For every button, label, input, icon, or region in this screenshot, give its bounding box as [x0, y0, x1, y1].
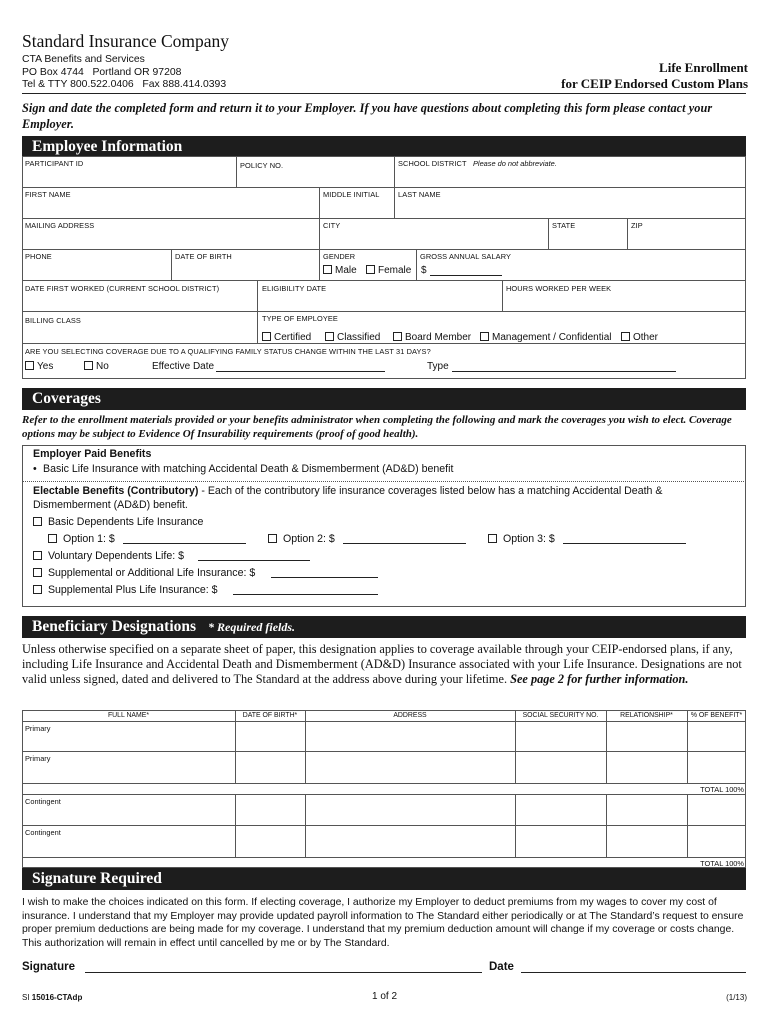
hours-per-week-label: HOURS WORKED PER WEEK: [506, 284, 612, 293]
last-name-label: LAST NAME: [398, 190, 441, 199]
contingent-row-1-label: Contingent: [25, 797, 61, 806]
form-code-number: 15016-CTAdp: [31, 993, 83, 1002]
mailing-address-label: MAILING ADDRESS: [25, 221, 95, 230]
col-ssn: SOCIAL SECURITY NO.: [522, 712, 599, 719]
header-rule: [22, 93, 746, 94]
required-fields-note: * Required fields.: [208, 620, 296, 634]
signature-authorization-text: I wish to make the choices indicated on this form. If electing coverage, I authorize my Employer to deduct premiums from my wages to cover my cost of insurance. I understand that my Employer may provide updated payroll information to The Standard either periodically or at The Standard’s request to ensure proper premium deductions are being made for my coverage. I understand that my premium deduction amount will change if my coverage or costs change. This authorization will remain in effect until cancelled by me or by The Standard.: [22, 897, 744, 949]
form-code-prefix: SI: [22, 993, 30, 1002]
no-checkbox[interactable]: [84, 361, 93, 370]
employee-information-header: Employee Information: [22, 136, 746, 158]
primary-row-1-label: Primary: [25, 724, 51, 733]
board-member-checkbox[interactable]: [393, 332, 402, 341]
voluntary-dependents-amount-input[interactable]: [198, 560, 310, 561]
employee-type-other[interactable]: [621, 332, 658, 343]
zip-label: ZIP: [631, 221, 643, 230]
employee-type-certified[interactable]: [262, 332, 311, 343]
beneficiary-header-rule: [22, 721, 746, 722]
participant-id-label: PARTICIPANT ID: [25, 159, 84, 168]
supplemental-label: Supplemental or Additional Life Insurance: $: [47, 567, 256, 579]
form-code: [22, 993, 82, 1002]
last-name-field[interactable]: [394, 187, 746, 219]
male-label: Male: [335, 265, 357, 276]
female-label: Female: [378, 265, 412, 276]
basic-dependents-label: Basic Dependents Life Insurance: [47, 516, 204, 528]
company-address-2: PO Box 4744 Portland OR 97208: [22, 67, 182, 78]
company-address-1: CTA Benefits and Services: [22, 54, 145, 65]
primary-total-label: TOTAL 100%: [700, 785, 744, 794]
qualifying-yes-option[interactable]: [25, 361, 53, 372]
col-divider: [235, 710, 236, 783]
no-label: No: [96, 361, 109, 372]
row-rule: [22, 751, 746, 752]
option-3-checkbox[interactable]: [488, 534, 497, 543]
col-divider: [515, 710, 516, 783]
beneficiary-title: Beneficiary Designations: [32, 618, 197, 635]
voluntary-dependents-label: Voluntary Dependents Life: $: [47, 550, 185, 562]
page-number: 1 of 2: [372, 991, 398, 1002]
coverages-header: Coverages: [22, 388, 746, 410]
state-label: STATE: [552, 221, 576, 230]
salary-input-line[interactable]: [430, 275, 502, 276]
see-page-2-note: See page 2 for further information.: [510, 672, 689, 686]
voluntary-dependents-checkbox[interactable]: [33, 551, 42, 560]
col-divider: [606, 710, 607, 783]
effective-date-label: Effective Date: [152, 361, 215, 372]
phone-label: PHONE: [25, 252, 52, 261]
supplemental-plus-label: Supplemental Plus Life Insurance: $: [47, 584, 218, 596]
qualifying-no-option[interactable]: [84, 361, 109, 372]
col-divider: [687, 710, 688, 783]
yes-label: Yes: [37, 361, 54, 372]
employee-type-classified[interactable]: [325, 332, 380, 343]
option-1[interactable]: [48, 533, 115, 545]
col-full-name: FULL NAME*: [107, 712, 150, 719]
contingent-total-label: TOTAL 100%: [700, 859, 744, 868]
employer-paid-item-text: Basic Life Insurance with matching Accidental Death & Dismemberment (AD&D) benefit: [43, 463, 454, 475]
supplemental-option[interactable]: [33, 567, 255, 579]
gender-female-option[interactable]: [366, 265, 411, 276]
type-input[interactable]: [452, 371, 676, 372]
beneficiary-body: [22, 642, 750, 687]
row-rule: [22, 857, 746, 858]
supplemental-plus-option[interactable]: [33, 584, 218, 596]
col-relationship: RELATIONSHIP*: [620, 712, 673, 719]
board-member-label: Board Member: [405, 332, 472, 343]
supplemental-checkbox[interactable]: [33, 568, 42, 577]
qualifying-change-question: ARE YOU SELECTING COVERAGE DUE TO A QUALIFYING FAMILY STATUS CHANGE WITHIN THE LAST 31 DAYS?: [25, 347, 431, 356]
option-1-label: Option 1: $: [62, 533, 115, 545]
employer-paid-divider: [22, 481, 746, 482]
classified-label: Classified: [337, 332, 381, 343]
signature-header: Signature Required: [22, 868, 746, 890]
electable-benefits-text: [33, 485, 738, 512]
city-field[interactable]: [319, 218, 549, 250]
date-label: Date: [489, 961, 514, 973]
bullet-icon: •: [33, 463, 37, 475]
signature-label: Signature: [22, 961, 76, 973]
basic-dependents-checkbox[interactable]: [33, 517, 42, 526]
beneficiary-table-outer: [22, 710, 746, 868]
effective-date-input[interactable]: [216, 371, 385, 372]
type-of-employee-label: TYPE OF EMPLOYEE: [262, 314, 338, 323]
intro-instructions: Sign and date the completed form and return it to your Employer. If you have questions about completing this form please contact your Employer.: [22, 101, 713, 131]
supplemental-plus-checkbox[interactable]: [33, 585, 42, 594]
option-1-amount-input[interactable]: [123, 543, 246, 544]
form-title-1: Life Enrollment: [659, 60, 748, 75]
beneficiary-header: [22, 616, 746, 638]
certified-checkbox[interactable]: [262, 332, 271, 341]
option-2-checkbox[interactable]: [268, 534, 277, 543]
col-address: ADDRESS: [393, 712, 427, 719]
col-divider: [305, 710, 306, 783]
middle-initial-label: MIDDLE INITIAL: [323, 190, 380, 199]
employee-type-board-member[interactable]: [393, 332, 471, 343]
row-rule: [22, 794, 746, 795]
voluntary-dependents-option[interactable]: [33, 550, 184, 562]
employer-paid-item: [33, 463, 453, 475]
salary-dollar-sign: $: [421, 265, 427, 276]
date-first-worked-label: DATE FIRST WORKED (CURRENT SCHOOL DISTRICT): [25, 284, 220, 293]
gender-label: GENDER: [323, 252, 356, 261]
gender-male-option[interactable]: [323, 265, 357, 276]
company-name: Standard Insurance Company: [22, 31, 230, 51]
coverages-intro: Refer to the enrollment materials provided or your benefits administrator when completing the following and mark the coverages you wish to elect. Coverage options may be subject to Evidence Of Insurability requirements (proof of good health).: [22, 414, 732, 440]
signature-input[interactable]: [85, 972, 482, 973]
option-2[interactable]: [268, 533, 335, 545]
row-rule: [22, 825, 746, 826]
management-checkbox[interactable]: [480, 332, 489, 341]
option-2-amount-input[interactable]: [343, 543, 466, 544]
female-checkbox[interactable]: [366, 265, 375, 274]
policy-no-label: POLICY NO.: [240, 161, 284, 170]
option-2-label: Option 2: $: [282, 533, 335, 545]
option-3[interactable]: [488, 533, 555, 545]
primary-row-2-label: Primary: [25, 754, 51, 763]
basic-dependents-option[interactable]: [33, 516, 203, 528]
first-name-label: FIRST NAME: [25, 190, 71, 199]
zip-field[interactable]: [627, 218, 746, 250]
city-label: CITY: [323, 221, 341, 230]
col-percent-benefit: % OF BENEFIT*: [690, 712, 743, 719]
management-label: Management / Confidential: [492, 332, 612, 343]
school-district-note: Please do not abbreviate.: [473, 159, 557, 168]
row-rule: [22, 783, 746, 784]
company-address-3: Tel & TTY 800.522.0406 Fax 888.414.0393: [22, 79, 227, 90]
certified-label: Certified: [274, 332, 312, 343]
option-3-amount-input[interactable]: [563, 543, 686, 544]
gross-salary-label: GROSS ANNUAL SALARY: [420, 252, 512, 261]
beneficiary-body-text: Unless otherwise specified on a separate sheet of paper, this designation applies to coverage available through your CEIP-endorsed plans, if any, including Life Insurance and Accidental Death and Dismemberment (AD&D) Insurance associated with your Life Insurance. Designations are not valid unless signed, dated and delivered to The Standard at the address above during your lifetime.: [22, 642, 742, 686]
employer-paid-title: Employer Paid Benefits: [33, 448, 152, 460]
date-of-birth-label: DATE OF BIRTH: [175, 252, 232, 261]
school-district-label: SCHOOL DISTRICT: [398, 159, 467, 168]
electable-title: Electable Benefits (Contributory): [33, 485, 199, 497]
contingent-row-2-label: Contingent: [25, 828, 61, 837]
billing-class-label: BILLING CLASS: [25, 316, 81, 325]
option-1-checkbox[interactable]: [48, 534, 57, 543]
col-date-of-birth: DATE OF BIRTH*: [242, 712, 298, 719]
male-checkbox[interactable]: [323, 265, 332, 274]
electable-description: - Each of the contributory life insurance coverages listed below has a matching Accidental Death & Dismemberment (AD&D) benefit.: [33, 485, 663, 511]
employee-type-management[interactable]: [480, 332, 612, 343]
supplemental-plus-amount-input[interactable]: [233, 594, 378, 595]
option-3-label: Option 3: $: [502, 533, 555, 545]
form-title-2: for CEIP Endorsed Custom Plans: [561, 76, 748, 91]
other-checkbox[interactable]: [621, 332, 630, 341]
revision-date: (1/13): [726, 993, 747, 1002]
eligibility-date-label: ELIGIBILITY DATE: [262, 284, 327, 293]
yes-checkbox[interactable]: [25, 361, 34, 370]
other-label: Other: [633, 332, 659, 343]
date-input[interactable]: [521, 972, 746, 973]
supplemental-amount-input[interactable]: [271, 577, 378, 578]
classified-checkbox[interactable]: [325, 332, 334, 341]
type-label: Type: [427, 361, 449, 372]
